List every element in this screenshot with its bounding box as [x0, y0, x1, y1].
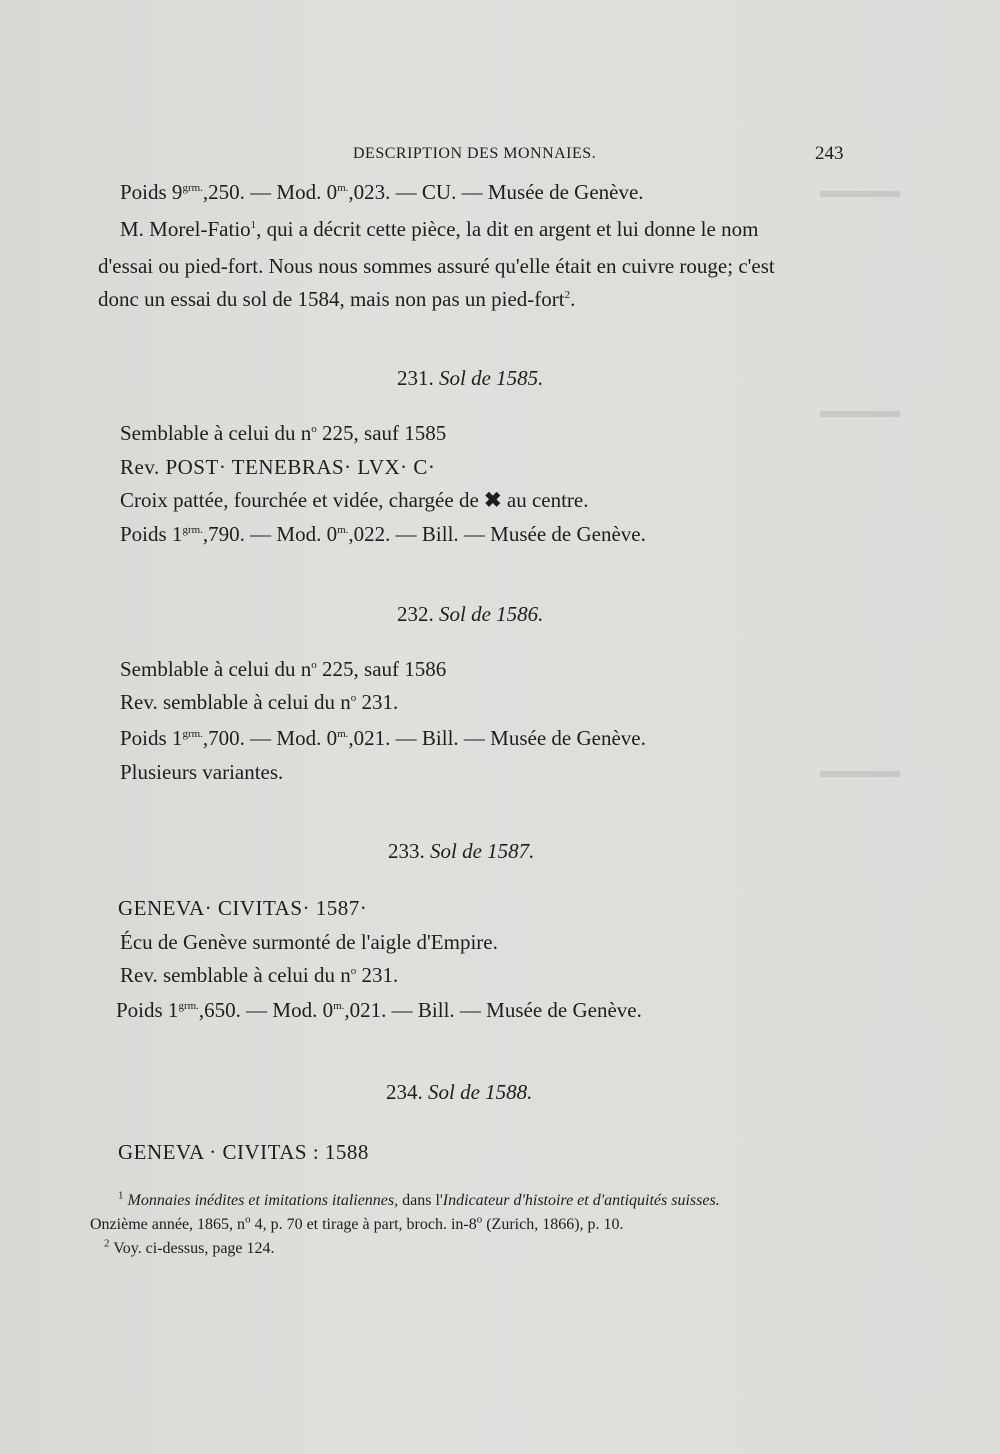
show-through-decoration: ▬▬▬▬ — [820, 180, 900, 202]
footnote-2: $^2$ Voy. ci-dessus, page 124. — [104, 1237, 275, 1257]
footnote-1-continued: Onzième année, 1865, $n^o$ 4, p. 70 et tirage à part, broch. in-8$^o$ (Zurich, 1866), p. 10. — [90, 1213, 624, 1233]
intro-paragraph-line: M. Morel-Fatio$^1$, qui a décrit cette pièce, la dit en argent et lui donne le nom — [120, 217, 759, 241]
footnote-1: $^1$ Monnaies inédites et imitations italiennes, dans l'Indicateur d'histoire et d'antiquités suisses. — [118, 1189, 720, 1209]
entry-line: GENEVA · CIVITAS : 1588 — [118, 1140, 369, 1164]
entry-line: Poids $1^{grm.},650$. — Mod. $0^{m.},021$. — Bill. — Musée de Genève. — [116, 998, 642, 1022]
cross-mark-icon: ✖ — [484, 488, 502, 512]
entry-heading: 234. Sol de 1588. — [386, 1080, 533, 1104]
show-through-decoration: ▬▬▬▬ — [820, 400, 900, 422]
page-number: 243 — [815, 143, 844, 164]
intro-paragraph-line: d'essai ou pied-fort. Nous nous sommes assuré qu'elle était en cuivre rouge; c'est — [98, 254, 775, 278]
entry-line: Écu de Genève surmonté de l'aigle d'Empire. — [120, 930, 498, 954]
entry-line: Croix pattée, fourchée et vidée, chargée de ✖ au centre. — [120, 488, 589, 512]
entry-line: Semblable à celui du $n^o$ 225, sauf 1586 — [120, 657, 447, 681]
footnote-ref-2: 2 — [564, 289, 571, 301]
show-through-decoration: ▬▬▬▬ — [820, 760, 900, 782]
entry-heading: 231. Sol de 1585. — [397, 366, 544, 390]
intro-weight-line: Poids $9^{grm.},250$. — Mod. $0^{m.},023$. — CU. — Musée de Genève. — [120, 180, 644, 204]
footnote-ref-1: 1 — [250, 219, 257, 231]
intro-paragraph-line: donc un essai du sol de 1584, mais non pas un pied-fort$^2$. — [98, 287, 576, 311]
entry-line: Rev. POST· TENEBRAS· LVX· C· — [120, 455, 436, 479]
entry-line: GENEVA· CIVITAS· 1587· — [118, 896, 368, 920]
entry-heading: 232. Sol de 1586. — [397, 602, 544, 626]
entry-line: Poids $1^{grm.},700$. — Mod. $0^{m.},021$. — Bill. — Musée de Genève. — [120, 726, 646, 750]
entry-line: Rev. semblable à celui du $n^o$ 231. — [120, 963, 399, 987]
entry-line: Poids $1^{grm.},790$. — Mod. $0^{m.},022$. — Bill. — Musée de Genève. — [120, 522, 646, 546]
entry-line: Semblable à celui du $n^o$ 225, sauf 1585 — [120, 421, 447, 445]
entry-line: Rev. semblable à celui du $n^o$ 231. — [120, 690, 399, 714]
entry-heading: 233. Sol de 1587. — [388, 839, 535, 863]
entry-line: Plusieurs variantes. — [120, 760, 284, 784]
running-head: DESCRIPTION DES MONNAIES. — [353, 145, 597, 162]
